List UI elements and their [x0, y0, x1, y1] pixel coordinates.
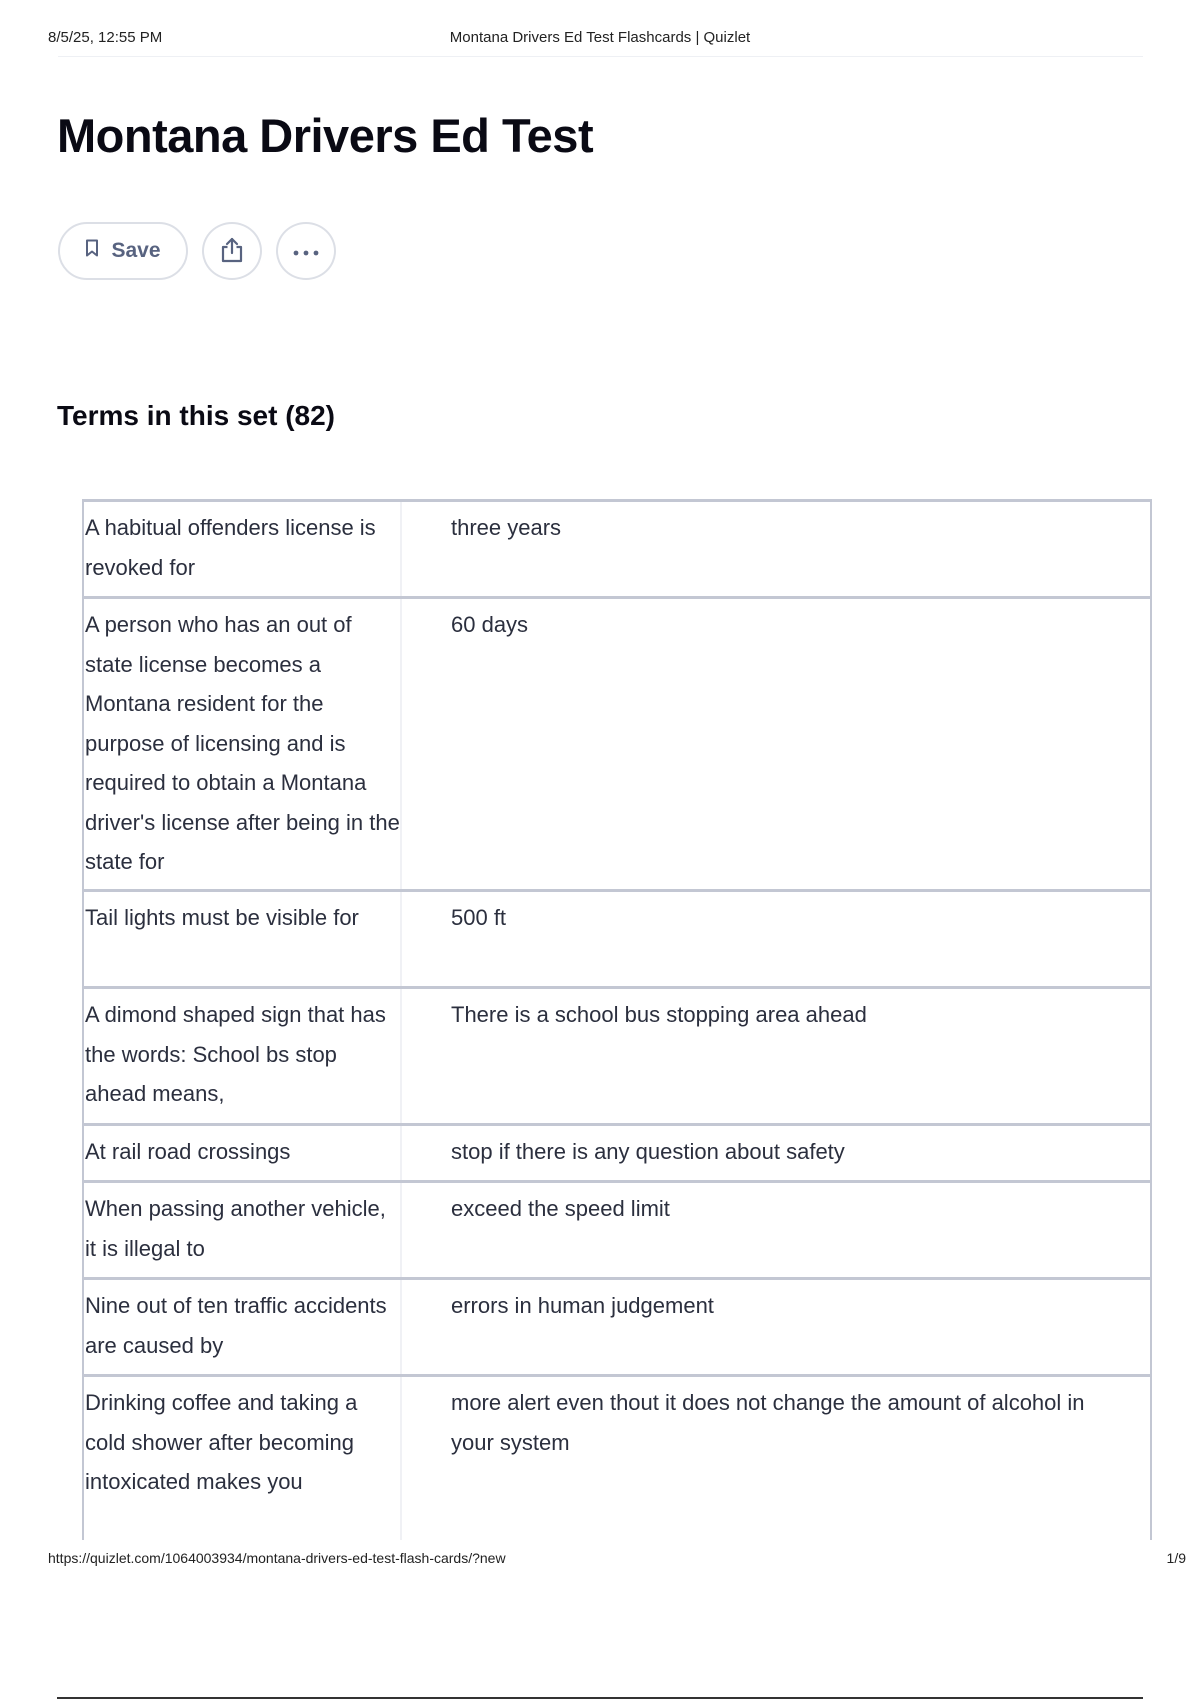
term-text: A person who has an out of state license becomes a Montana resident for the purpose of licensing and is required to obtain a Montana driver's license after being in the state for — [84, 599, 402, 889]
term-text: A dimond shaped sign that has the words: School bs stop ahead means, — [84, 989, 402, 1123]
term-text: Drinking coffee and taking a cold shower after becoming intoxicated makes you — [84, 1377, 402, 1540]
save-button[interactable] — [58, 222, 188, 280]
page-title: Montana Drivers Ed Test — [57, 109, 594, 162]
table-row — [84, 889, 1150, 986]
page-number: 1/9 — [1166, 1550, 1186, 1566]
table-row — [84, 1277, 1150, 1374]
table-row — [84, 986, 1150, 1123]
set-actions — [58, 222, 336, 282]
share-button[interactable] — [202, 222, 262, 280]
page-url: https://quizlet.com/1064003934/montana-drivers-ed-test-flash-cards/?new — [48, 1550, 506, 1566]
terms-table — [82, 499, 1152, 1540]
definition-text: 500 ft — [451, 905, 507, 930]
table-row — [84, 1123, 1150, 1180]
definition-text: errors in human judgement — [451, 1293, 714, 1318]
print-document-title: Montana Drivers Ed Test Flashcards | Quizlet — [449, 29, 751, 46]
print-footer — [48, 1550, 1186, 1570]
term-text: When passing another vehicle, it is illegal to — [84, 1183, 402, 1277]
table-row — [84, 1374, 1150, 1540]
more-options-button[interactable] — [276, 222, 336, 280]
bookmark-icon — [85, 239, 99, 263]
definition-text: 60 days — [451, 612, 529, 637]
term-text: Tail lights must be visible for — [84, 892, 402, 986]
share-icon — [219, 236, 245, 267]
definition-text: three years — [451, 515, 562, 540]
print-date: 8/5/25, 12:55 PM — [48, 29, 163, 46]
print-header — [48, 29, 1152, 49]
definition-text: stop if there is any question about safety — [451, 1139, 845, 1164]
terms-section-title: Terms in this set (82) — [57, 400, 336, 431]
term-text: A habitual offenders license is revoked for — [84, 502, 402, 596]
definition-text: more alert even thout it does not change the amount of alcohol in your system — [451, 1390, 1085, 1455]
term-text: Nine out of ten traffic accidents are caused by — [84, 1280, 402, 1374]
table-row — [84, 499, 1150, 596]
definition-text: exceed the speed limit — [451, 1196, 670, 1221]
more-options-icon — [293, 244, 319, 259]
save-button-label: Save — [111, 239, 161, 262]
header-divider — [58, 56, 1143, 57]
table-row — [84, 1180, 1150, 1277]
definition-text: There is a school bus stopping area ahead — [451, 1002, 867, 1027]
table-row — [84, 596, 1150, 889]
term-text: At rail road crossings — [84, 1126, 402, 1180]
page-bottom-divider — [57, 1697, 1143, 1699]
